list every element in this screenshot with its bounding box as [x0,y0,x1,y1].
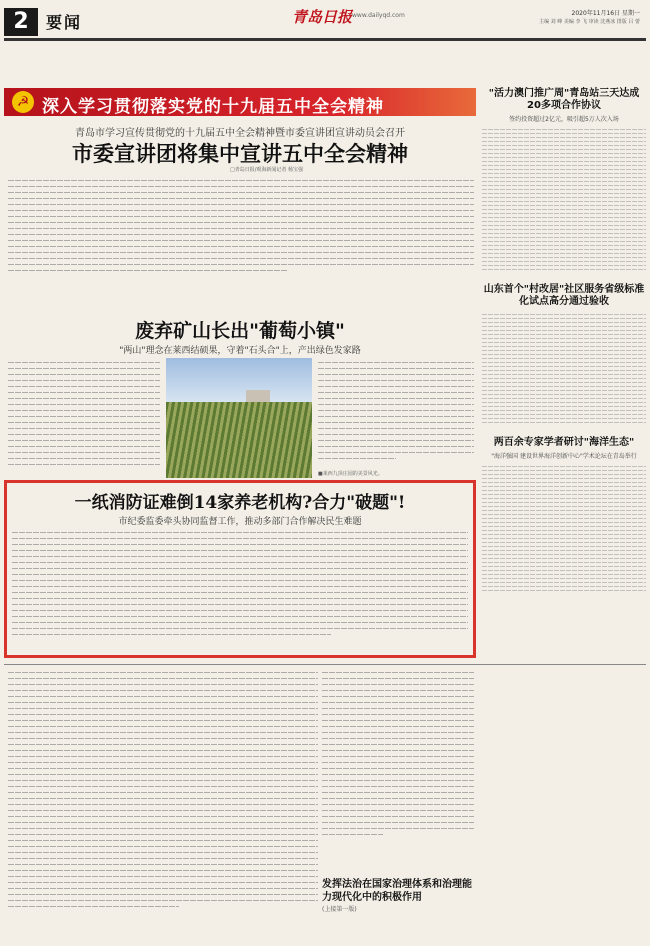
right-box-3-sub: "海洋强国 建设世界海洋创新中心"学术论坛在青岛举行 [491,453,637,460]
story2-kicker: "两山"理念在莱西结硕果，守着"石头合"上，产出绿色发家路 [119,346,361,356]
lower-body-left [8,672,318,912]
vineyard-photo-caption: ■莱西九顶庄园的美景风光。 [318,471,383,477]
right-box-2 [482,284,646,423]
story3-kicker: 市纪委监委牵头协同监督工作，推动多部门合作解决民生难题 [118,517,362,527]
right-box-1-sub: 签约投资超过2亿元，吸引超5万人次入场 [509,116,619,123]
lower-sub-note: (上接第一版) [322,906,357,913]
lower-body-right [322,672,474,840]
page-number: 2 [4,8,38,36]
right-box-1-title[interactable]: "活力澳门推广周"青岛站三天达成20多项合作协议 [488,88,640,111]
right-box-3-title[interactable]: 两百余专家学者研讨"海洋生态" [493,437,635,448]
story1-headline[interactable]: 市委宣讲团将集中宣讲五中全会精神 [72,141,408,166]
newspaper-logo: 青岛日报 [292,8,353,26]
story3-body [12,532,468,640]
lower-sub-headline[interactable]: 发挥法治在国家治理体系和治理能力现代化中的积极作用 [322,879,472,903]
story1-byline: □青岛日报/观海新闻记者 杨宝强 [230,167,303,173]
feature-banner [4,88,476,116]
party-emblem-icon: ☭ [12,91,34,113]
story1-body [8,180,474,276]
editor-credits: 主编 刘 峰 美编 李 飞 审读 沈燕冰 排版 吕 蕾 [539,19,640,25]
right-box-1 [482,88,646,270]
issue-date: 2020年11月16日 星期一 [571,10,640,17]
vineyard-photo [166,358,312,478]
masthead-rule [4,38,646,41]
right-box-2-title[interactable]: 山东首个"村改居"社区服务省级标准化试点高分通过验收 [483,284,645,307]
story2-body-right [318,362,474,464]
story1-kicker: 青岛市学习宣传贯彻党的十九届五中全会精神暨市委宣讲团宣讲动员会召开 [75,128,405,139]
right-column [482,46,646,936]
website-url[interactable]: www.dailyqd.com [352,12,405,19]
story3-headline[interactable]: 一纸消防证难倒14家养老机构?合力"破题"! [74,493,406,513]
right-box-3 [482,437,646,591]
story2-headline[interactable]: 废弃矿山长出"葡萄小镇" [135,320,345,342]
section-title: 要闻 [46,13,83,32]
banner-title: 深入学习贯彻落实党的十九届五中全会精神 [42,97,384,117]
story2-body-left [8,362,160,470]
